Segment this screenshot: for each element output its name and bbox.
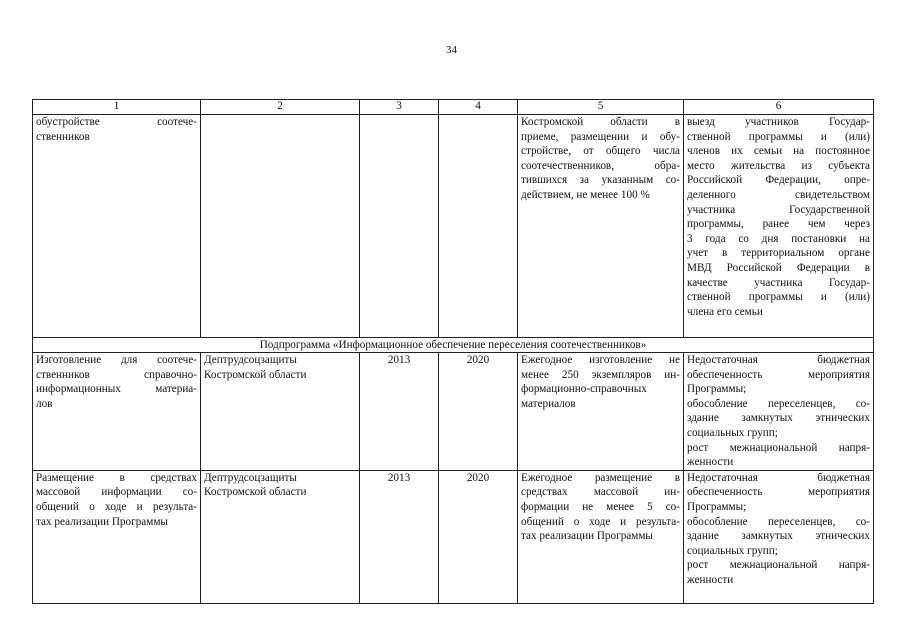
program-measures-table (32, 99, 874, 604)
expected-result-cell: Ежегодное изготовление не менее 250 экземпляров ин- формационно-справочных материалов (518, 353, 684, 471)
executor-cell: Дептрудсоцзащиты Костромской области (201, 470, 360, 603)
table-row (33, 470, 874, 603)
risk-cell: выезд участников Государ- ственной программы и (или) членов их семьи на постоянное место жительства из субъекта Российской Федерации, опре- деленного свидетельством участника Государственной программы, ранее чем через 3 года со дня постановки на учет в территориальном органе МВД Российской Федерации в качестве участника Государ- ственной программы и (или) члена его семьи (684, 115, 874, 338)
table-row-continuation (33, 115, 874, 338)
measure-cell: обустройстве соотече- ственников (33, 115, 201, 338)
subprogram-title: Подпрограмма «Информационное обеспечение переселения соотечественников» (33, 338, 874, 353)
col-4-header: 4 (439, 100, 518, 115)
end-year-cell: 2020 (439, 353, 518, 471)
start-year-cell: 2013 (360, 470, 439, 603)
start-year-cell (360, 115, 439, 338)
col-3-header: 3 (360, 100, 439, 115)
col-2-header: 2 (201, 100, 360, 115)
end-year-cell (439, 115, 518, 338)
section-row (33, 338, 874, 353)
column-number-row (33, 100, 874, 115)
executor-cell (201, 115, 360, 338)
expected-result-cell: Ежегодное размещение в средствах массовой ин- формации не менее 5 со- общений о ходе и результа- тах реализации Программы (518, 470, 684, 603)
measure-cell: Размещение в средствах массовой информации со- общений о ходе и результа- тах реализации Программы (33, 470, 201, 603)
table-row (33, 353, 874, 471)
start-year-cell: 2013 (360, 353, 439, 471)
page-number: 34 (446, 44, 457, 56)
col-6-header: 6 (684, 100, 874, 115)
col-1-header: 1 (33, 100, 201, 115)
col-5-header: 5 (518, 100, 684, 115)
executor-cell: Дептрудсоцзащиты Костромской области (201, 353, 360, 471)
risk-cell: Недостаточная бюджетная обеспеченность мероприятия Программы; обособление переселенцев, со- здание замкнутых этнических социальных групп; рост межнациональной напря- женности (684, 470, 874, 603)
end-year-cell: 2020 (439, 470, 518, 603)
expected-result-cell: Костромской области в приеме, размещении и обу- стройстве, от общего числа соотечественников, обра- тившихся за указанным со- действием, не менее 100 % (518, 115, 684, 338)
measure-cell: Изготовление для соотече- ственников справочно- информационных материа- лов (33, 353, 201, 471)
risk-cell: Недостаточная бюджетная обеспеченность мероприятия Программы; обособление переселенцев, со- здание замкнутых этнических социальных групп; рост межнациональной напря- женности (684, 353, 874, 471)
